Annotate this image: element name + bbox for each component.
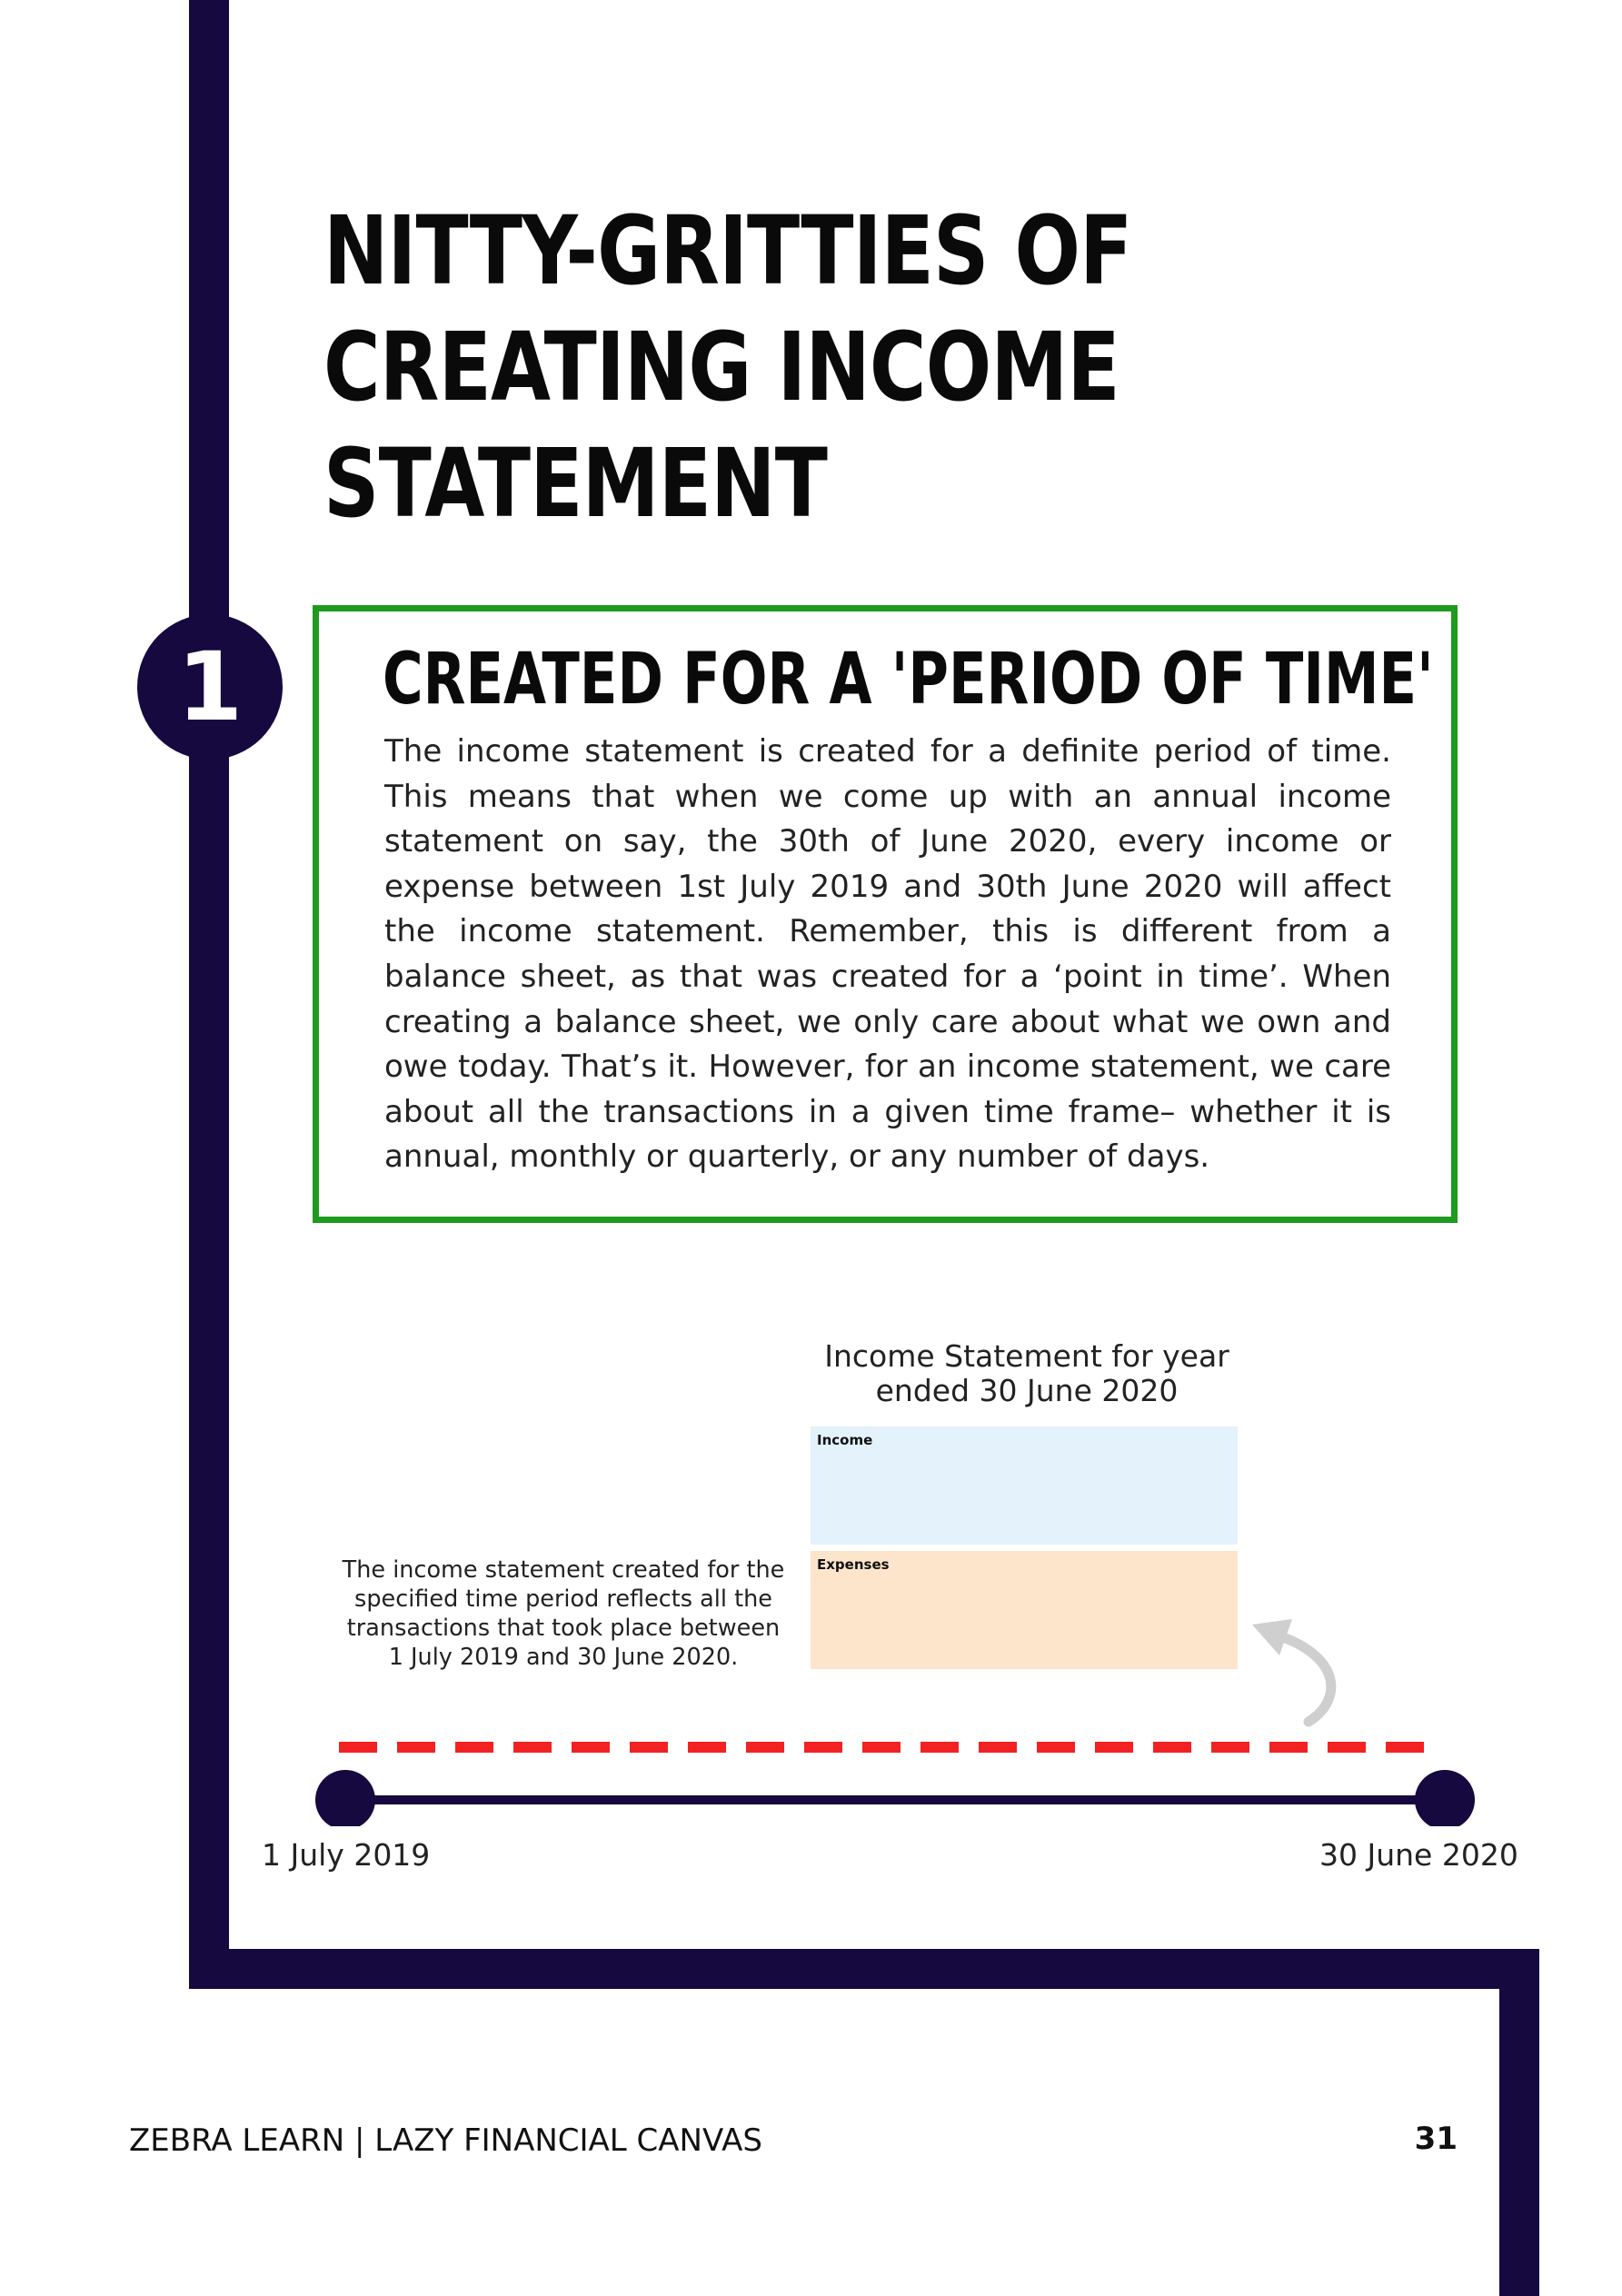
section-box xyxy=(313,605,1458,1223)
expenses-label: Expenses xyxy=(817,1556,890,1573)
page-title xyxy=(323,193,1132,542)
section-heading: CREATED FOR A 'PERIOD OF TIME' xyxy=(383,639,1434,721)
footer-brand: ZEBRA LEARN | LAZY FINANCIAL CANVAS xyxy=(129,2122,762,2159)
diagram-note-line-1: The income statement created for the xyxy=(342,1556,785,1584)
frame-right-bar xyxy=(1499,1949,1539,2296)
end-date-label: 30 June 2020 xyxy=(1319,1837,1518,1873)
page-title-line-3: STATEMENT xyxy=(323,428,828,539)
page-title-line-2: CREATING INCOME xyxy=(323,312,1119,422)
income-statement-title-line-1: Income Statement for year xyxy=(824,1338,1229,1374)
step-number-badge: 1 xyxy=(137,614,283,760)
timeline-end-dot xyxy=(1415,1770,1475,1826)
income-box xyxy=(811,1426,1238,1545)
page-title-line-1: NITTY-GRITTIES OF xyxy=(323,195,1132,306)
timeline-diagram xyxy=(0,1590,1622,1826)
diagram-note-line-4: 1 July 2019 and 30 June 2020. xyxy=(388,1644,739,1671)
page-number: 31 xyxy=(1414,2121,1458,2157)
timeline-start-dot xyxy=(315,1770,375,1826)
start-date-label: 1 July 2019 xyxy=(262,1837,431,1873)
income-label: Income xyxy=(817,1432,873,1448)
income-statement-title-line-2: ended 30 June 2020 xyxy=(875,1373,1179,1408)
frame-bottom-bar xyxy=(189,1949,1539,1989)
diagram-note-line-2: specified time period reflects all the xyxy=(354,1585,772,1613)
income-statement-title xyxy=(800,1339,1254,1408)
section-body: The income statement is created for a definite period of time. This means that when we come up with an annual income statement on say, the 30th of June 2020, every income or expense between 1st July 2019 and 30th June 2020 will affect the income statement. Remember, this is different from a balance sheet, as that was created for a ‘point in time’. When creating a balance sheet, we only care about what we own and owe today. That’s it. However, for an income statement, we care about all the transactions in a given time frame– whether it is annual, monthly or quarterly, or any number of days. xyxy=(384,733,1391,1176)
diagram-note-line-3: transactions that took place between xyxy=(346,1615,781,1642)
